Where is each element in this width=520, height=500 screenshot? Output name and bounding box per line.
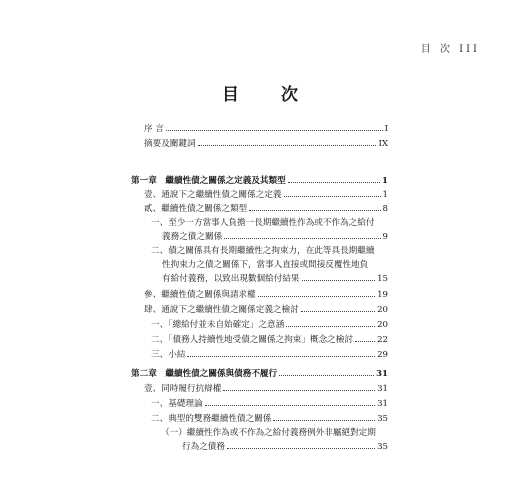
toc-entry-abstract [144, 139, 388, 150]
leader-dots [227, 448, 375, 449]
toc-page-number: 31 [377, 399, 388, 409]
toc-entry-chapter-2 [131, 369, 388, 380]
toc-entry-ch1-sec1 [144, 190, 388, 201]
toc-entry-label: 行為之債務 [182, 442, 225, 452]
toc-entry-label: 貳、繼續性債之關係之類型 [144, 204, 248, 214]
toc-entry-ch2-sec1-item2 [151, 414, 388, 425]
toc-page-number: 35 [377, 414, 388, 424]
leader-dots [224, 238, 380, 239]
leader-dots [301, 311, 375, 312]
toc-page-number: IX [378, 139, 388, 149]
toc-entry-label: 壹、通說下之繼續性債之關係之定義 [144, 190, 282, 200]
toc-entry-label: 一、基礎理論 [151, 399, 203, 409]
running-head: 目 次 III [420, 44, 480, 55]
toc-entry-ch2-sec1-item2-sub1-line1: （一）繼續性作為或不作為之給付義務例外非屬絕對定期 [161, 428, 376, 438]
toc-entry-ch2-sec1-item2-sub1 [182, 442, 388, 453]
toc-entry-ch2-sec1 [144, 384, 388, 395]
toc-entry-label: 義務之債之關係 [162, 232, 223, 242]
toc-entry-label: 一、「總給付並未自始確定」之意涵 [151, 320, 285, 330]
leader-dots [273, 420, 375, 421]
toc-entry-ch1-sec4-item3 [151, 350, 388, 361]
toc-entry-label: 參、繼續性債之關係與請求權 [144, 290, 256, 300]
leader-dots [284, 196, 381, 197]
toc-page-number: 22 [377, 335, 388, 345]
leader-dots [249, 210, 380, 211]
toc-page-number: 19 [377, 290, 388, 300]
toc-entry-label: 有給付義務，以致出現數個給付結果 [162, 274, 300, 284]
toc-entry-ch1-sec2 [144, 204, 388, 215]
leader-dots [355, 341, 375, 342]
toc-entry-label: 摘要及關鍵詞 [144, 139, 196, 149]
toc-page-number: 1 [382, 190, 388, 200]
leader-dots [187, 356, 375, 357]
toc-page-number: 9 [382, 232, 388, 242]
toc-page-number: 31 [377, 384, 388, 394]
toc-entry-label: 二、「債務人持續性地受債之關係之拘束」概念之檢討 [151, 335, 353, 345]
toc-entry-label: 三、小結 [151, 350, 186, 360]
toc-page-number: 31 [376, 369, 388, 379]
toc-page-number: 1 [382, 176, 388, 186]
leader-dots [166, 130, 383, 131]
toc-entry-chapter-1 [131, 176, 388, 187]
leader-dots [302, 280, 376, 281]
toc-page-number: I [384, 124, 388, 134]
toc-entry-ch1-sec4 [144, 305, 388, 316]
toc-entry-ch1-sec2-item1 [162, 232, 388, 243]
toc-entry-label: 肆、通說下之繼續性債之關係定義之檢討 [144, 305, 299, 315]
leader-dots [223, 390, 375, 391]
leader-dots [198, 145, 377, 146]
toc-entry-label: 壹、同時履行抗辯權 [144, 384, 222, 394]
toc-page-number: 35 [377, 442, 388, 452]
toc-entry-label: 二、典型的雙務繼續性債之關係 [151, 414, 272, 424]
leader-dots [258, 296, 375, 297]
leader-dots [279, 375, 374, 376]
leader-dots [288, 182, 380, 183]
toc-entry-ch1-sec2-item2-line1: 二、債之關係具有長期繼續性之拘束力，在此等具長期繼續 [151, 246, 375, 256]
leader-dots [286, 326, 375, 327]
toc-entry-ch1-sec3 [144, 290, 388, 301]
toc-page-number: 15 [377, 274, 388, 284]
toc-entry-ch1-sec4-item1 [151, 320, 388, 331]
toc-page-number: 20 [377, 320, 388, 330]
toc-entry-preface [144, 124, 388, 135]
toc-page-number: 29 [377, 350, 388, 360]
toc-entry-label: 序 言 [144, 124, 164, 134]
leader-dots [205, 405, 375, 406]
page-title: 目 次 [222, 85, 316, 105]
toc-page-number: 8 [382, 204, 388, 214]
toc-entry-label: 第一章 繼續性債之關係之定義及其類型 [131, 176, 286, 186]
toc-entry-ch1-sec2-item2 [162, 274, 388, 285]
toc-page-number: 20 [377, 305, 388, 315]
toc-entry-ch1-sec2-item1-line1: 一、至少一方當事人負擔一長期繼續性作為或不作為之給付 [151, 218, 375, 228]
toc-entry-label: 第二章 繼續性債之關係與債務不履行 [131, 369, 278, 379]
toc-entry-ch1-sec2-item2-line2: 性拘束力之債之關係下，當事人直接或間接反覆性地負 [162, 260, 369, 270]
toc-entry-ch2-sec1-item1 [151, 399, 388, 410]
toc-entry-ch1-sec4-item2 [151, 335, 388, 346]
